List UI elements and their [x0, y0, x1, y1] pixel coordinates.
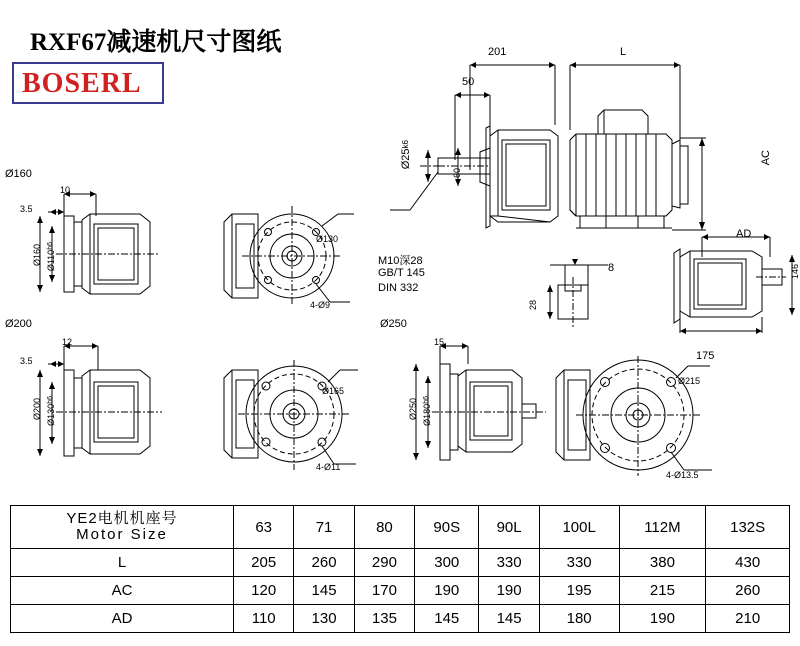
cell-L-5: 330 [539, 549, 619, 577]
dim-60-label: 60 [452, 168, 462, 179]
table-row [11, 605, 790, 633]
table-col-2: 80 [354, 506, 414, 549]
table-col-1: 71 [294, 506, 354, 549]
dim-3p5b-label: 3.5 [20, 356, 33, 366]
table-header-row [11, 506, 790, 549]
front-view-250 [550, 346, 730, 486]
cell-AC-2: 170 [354, 577, 414, 605]
table-col-0: 63 [234, 506, 294, 549]
thread-note-line3: DIN 332 [378, 282, 419, 294]
dim-15-label: 15 [434, 337, 445, 347]
cell-AC-7: 260 [706, 577, 790, 605]
cell-AD-4: 145 [479, 605, 539, 633]
bolt-circle-215-label: Ø215 [678, 376, 701, 386]
table-row [11, 549, 790, 577]
keyway-detail-view [530, 255, 620, 335]
row-label-L: L [11, 549, 234, 577]
motor-size-en: Motor Size [76, 526, 168, 543]
side-view-small [660, 225, 800, 345]
table-col-7: 132S [706, 506, 790, 549]
cell-AC-3: 190 [415, 577, 479, 605]
flange-250-title: Ø250 [380, 318, 407, 330]
table-col-5: 100L [539, 506, 619, 549]
bolt-circle-165-label: Ø165 [322, 386, 345, 396]
holes-4x9-label: 4-Ø9 [310, 300, 331, 310]
cell-AD-6: 190 [619, 605, 706, 633]
cell-AC-1: 145 [294, 577, 354, 605]
dim-175-label: 175 [696, 350, 715, 362]
cell-L-2: 290 [354, 549, 414, 577]
cell-AC-0: 120 [234, 577, 294, 605]
table-row [11, 577, 790, 605]
front-view-160 [218, 196, 358, 316]
flange-160-title: Ø160 [5, 168, 32, 180]
cell-L-0: 205 [234, 549, 294, 577]
cell-AD-2: 135 [354, 605, 414, 633]
thread-note-line2: GB/T 145 [378, 267, 425, 279]
cell-L-7: 430 [706, 549, 790, 577]
cell-AC-4: 190 [479, 577, 539, 605]
flange-250-od-label: Ø250 [408, 398, 418, 421]
cell-AD-1: 130 [294, 605, 354, 633]
bolt-circle-130-label: Ø130 [316, 234, 339, 244]
page-title: RXF67减速机尺寸图纸 [30, 29, 282, 56]
table-col-4: 90L [479, 506, 539, 549]
flange-200-title: Ø200 [5, 318, 32, 330]
flange-200-od-label: Ø200 [32, 398, 42, 421]
shaft-diameter-label: Ø25k6 [400, 140, 412, 170]
dimensions-table [10, 505, 790, 633]
dim-AC-label: AC [760, 150, 772, 166]
motor-size-cn: YE2电机机座号 [66, 510, 178, 528]
dim-50-label: 50 [462, 76, 475, 88]
cell-L-4: 330 [479, 549, 539, 577]
cell-AC-6: 215 [619, 577, 706, 605]
thread-note-line1: M10深28 [378, 255, 423, 267]
row-label-AD: AD [11, 605, 234, 633]
cell-AC-5: 195 [539, 577, 619, 605]
cell-L-6: 380 [619, 549, 706, 577]
dim-3p5-label: 3.5 [20, 204, 33, 214]
table-col-6: 112M [619, 506, 706, 549]
dim-10-label: 10 [60, 185, 71, 195]
cell-AD-5: 180 [539, 605, 619, 633]
spigot-110-label: Ø110h6 [46, 242, 56, 272]
dim-201-label: 201 [488, 46, 507, 58]
row-label-AC: AC [11, 577, 234, 605]
brand-logo [12, 62, 164, 104]
holes-4x13p5-label: 4-Ø13.5 [666, 470, 699, 480]
dim-146-label: 146 [790, 264, 800, 280]
spigot-180-label: Ø180h6 [422, 396, 432, 426]
key-depth-label: 28 [528, 300, 538, 311]
dim-AD-label: AD [736, 228, 752, 240]
cell-AD-7: 210 [706, 605, 790, 633]
dim-L-label: L [620, 46, 627, 58]
holes-4x11-label: 4-Ø11 [316, 462, 341, 472]
front-view-200 [218, 348, 368, 478]
flange-160-od-label: Ø160 [32, 244, 42, 267]
dim-12-label: 12 [62, 337, 73, 347]
table-col-3: 90S [415, 506, 479, 549]
cell-L-1: 260 [294, 549, 354, 577]
cell-L-3: 300 [415, 549, 479, 577]
cell-AD-0: 110 [234, 605, 294, 633]
brand-logo-text: BOSERL [22, 68, 142, 99]
spigot-130-label: Ø130h6 [46, 396, 56, 426]
cell-AD-3: 145 [415, 605, 479, 633]
table-header-motor-size [11, 506, 234, 549]
key-width-label: 8 [608, 262, 615, 274]
